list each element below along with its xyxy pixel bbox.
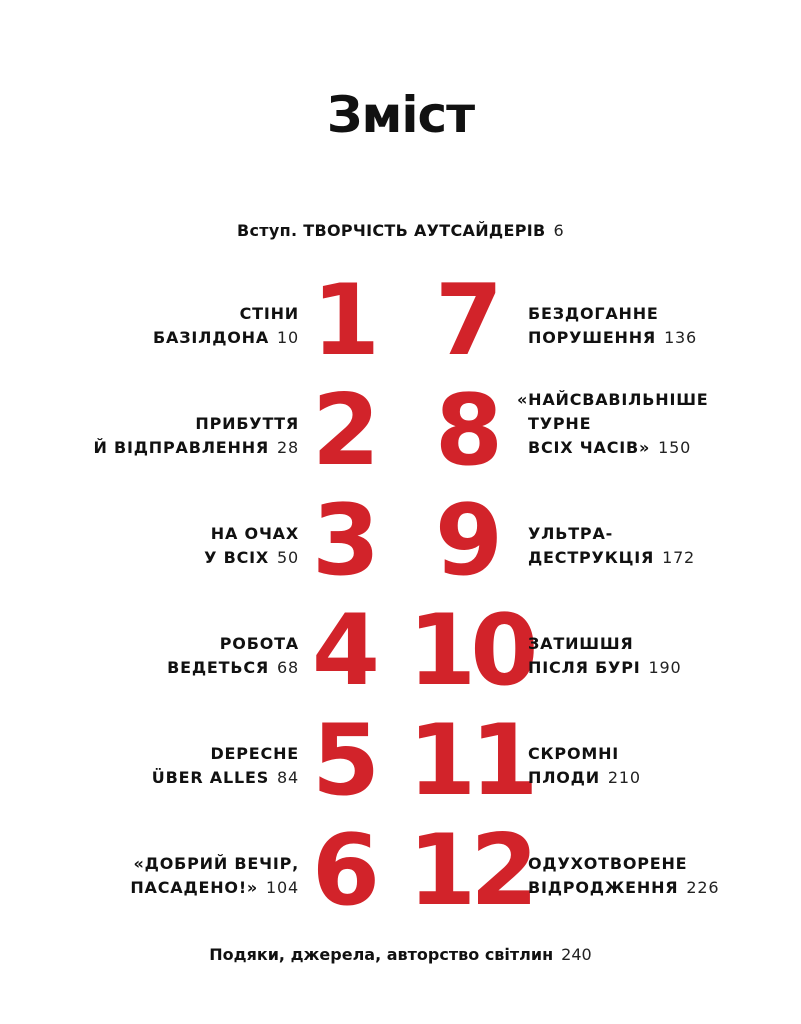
chapter-title-line: ПІСЛЯ БУРІ: [528, 658, 641, 677]
chapter-title-line: ТУРНЕ: [528, 414, 592, 433]
chapter-title-line: НА ОЧАХ: [210, 524, 299, 543]
chapter-number-12: 12: [408, 814, 533, 928]
chapter-page: 150: [658, 438, 692, 457]
chapter-page: 172: [662, 548, 696, 567]
acknowledgements-entry[interactable]: [0, 945, 801, 964]
chapter-title-line: У ВСІХ: [204, 548, 270, 567]
chapter-number-5: 5: [311, 704, 375, 818]
chapter-entry-8[interactable]: [517, 388, 709, 460]
chapter-page: 210: [607, 768, 641, 787]
chapter-page: 104: [266, 878, 299, 897]
chapter-entry-7[interactable]: [528, 302, 697, 350]
chapter-page: 190: [648, 658, 682, 677]
chapter-title-line: ВІДРОДЖЕННЯ: [528, 878, 679, 897]
chapter-title-line: ÜBER ALLES: [151, 768, 270, 787]
chapter-entry-2[interactable]: [93, 412, 299, 460]
chapter-page: 10: [277, 328, 299, 347]
acknowledgements-page: 240: [561, 945, 592, 964]
chapter-number-10: 10: [408, 594, 533, 708]
intro-entry[interactable]: [0, 221, 801, 240]
chapter-title-line: ПОРУШЕННЯ: [528, 328, 657, 347]
chapter-title-line: ВСІХ ЧАСІВ»: [528, 438, 651, 457]
chapter-number-11: 11: [408, 704, 533, 818]
page-title: Зміст: [326, 86, 475, 144]
chapter-page: 50: [277, 548, 299, 567]
chapter-number-9: 9: [434, 484, 498, 598]
chapter-title-line: ЗАТИШШЯ: [528, 634, 634, 653]
intro-title: ТВОРЧІСТЬ АУТСАЙДЕРІВ: [303, 221, 546, 240]
chapter-title-line: ПАСАДЕНО!»: [130, 878, 259, 897]
chapter-title-line: ОДУХОТВОРЕНЕ: [528, 854, 688, 873]
chapter-title-line: СКРОМНІ: [528, 744, 620, 763]
chapter-page: 226: [686, 878, 720, 897]
chapter-page: 28: [277, 438, 299, 457]
chapter-page: 68: [277, 658, 299, 677]
chapter-page: 136: [664, 328, 698, 347]
chapter-entry-10[interactable]: [528, 632, 681, 680]
chapter-number-1: 1: [311, 264, 375, 378]
chapter-title-line: УЛЬТРА-: [528, 524, 614, 543]
chapter-title-line: ПРИБУТТЯ: [195, 414, 299, 433]
chapter-number-8: 8: [434, 374, 498, 488]
intro-page: 6: [553, 221, 564, 240]
chapter-entry-12[interactable]: [528, 852, 719, 900]
chapter-title-line: СТІНИ: [239, 304, 299, 323]
chapter-title-line: БАЗІЛДОНА: [153, 328, 270, 347]
chapter-entry-9[interactable]: [528, 522, 695, 570]
chapter-entry-1[interactable]: [153, 302, 299, 350]
chapter-title-line: DEPECHE: [210, 744, 299, 763]
chapter-title-line: ДЕСТРУКЦІЯ: [528, 548, 655, 567]
chapter-number-6: 6: [311, 814, 375, 928]
chapter-title-line: ВЕДЕТЬСЯ: [167, 658, 270, 677]
chapter-title-line: БЕЗДОГАННЕ: [528, 304, 659, 323]
intro-label: Вступ.: [237, 221, 298, 240]
chapter-entry-5[interactable]: [152, 742, 299, 790]
chapter-entry-3[interactable]: [204, 522, 299, 570]
chapter-number-7: 7: [434, 264, 498, 378]
chapter-number-3: 3: [311, 484, 375, 598]
chapter-title-line: Й ВІДПРАВЛЕННЯ: [93, 438, 270, 457]
chapter-title-line: ПЛОДИ: [528, 768, 600, 787]
chapter-title-line: «ДОБРИЙ ВЕЧІР,: [133, 854, 299, 873]
chapter-entry-4[interactable]: [167, 632, 299, 680]
chapter-page: 84: [277, 768, 299, 787]
chapter-number-2: 2: [311, 374, 375, 488]
chapter-title-line: «НАЙСВАВІЛЬНІШЕ: [517, 390, 709, 409]
chapter-entry-6[interactable]: [130, 852, 299, 900]
chapter-number-4: 4: [311, 594, 375, 708]
chapter-title-line: РОБОТА: [219, 634, 299, 653]
acknowledgements-label: Подяки, джерела, авторство світлин: [209, 945, 554, 964]
chapter-entry-11[interactable]: [528, 742, 641, 790]
